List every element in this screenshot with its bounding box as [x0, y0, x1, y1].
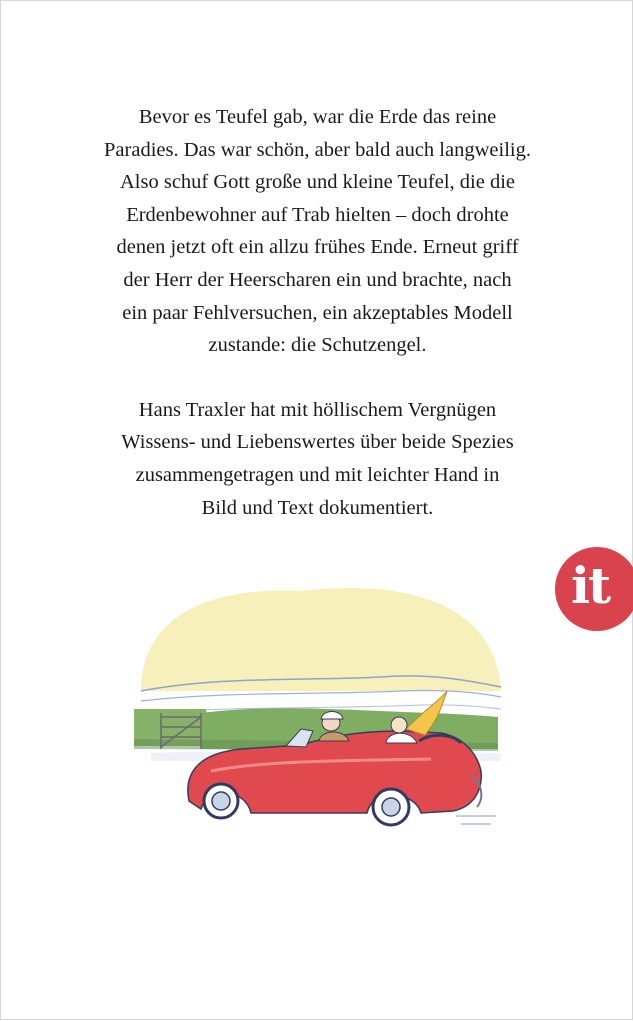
blurb-line: zustande: die Schutzengel. [208, 334, 427, 357]
blurb-line: denen jetzt oft ein allzu frühes Ende. Erneut griff [116, 236, 519, 259]
blurb-line: zusammengetragen und mit leichter Hand in [135, 463, 500, 486]
angel-head [391, 717, 407, 733]
blurb-line: Erdenbewohner auf Trab hielten – doch drohte [126, 203, 509, 226]
rear-hubcap [382, 798, 400, 816]
blurb-line: ein paar Fehlversuchen, ein akzeptables Modell [122, 301, 513, 324]
blurb-line: Hans Traxler hat mit höllischem Vergnügen [138, 398, 497, 421]
front-hubcap [212, 792, 230, 810]
blurb-line: Paradies. Das war schön, aber bald auch langweilig. [104, 138, 531, 161]
publisher-logo-text: it [570, 556, 610, 615]
blurb-line: der Herr der Heerscharen ein und brachte, nach [123, 268, 512, 291]
speed-lines [456, 816, 496, 824]
blurb-line: Bild und Text dokumentiert. [201, 496, 434, 519]
car-illustration [1, 1, 633, 1021]
blurb-line: Wissens- und Liebenswertes über beide Spezies [121, 431, 514, 454]
sky-wash [141, 588, 501, 691]
blurb-line: Bevor es Teufel gab, war die Erde das reine [138, 106, 497, 128]
blurb-line: Also schuf Gott große und kleine Teufel, die die [120, 171, 515, 194]
